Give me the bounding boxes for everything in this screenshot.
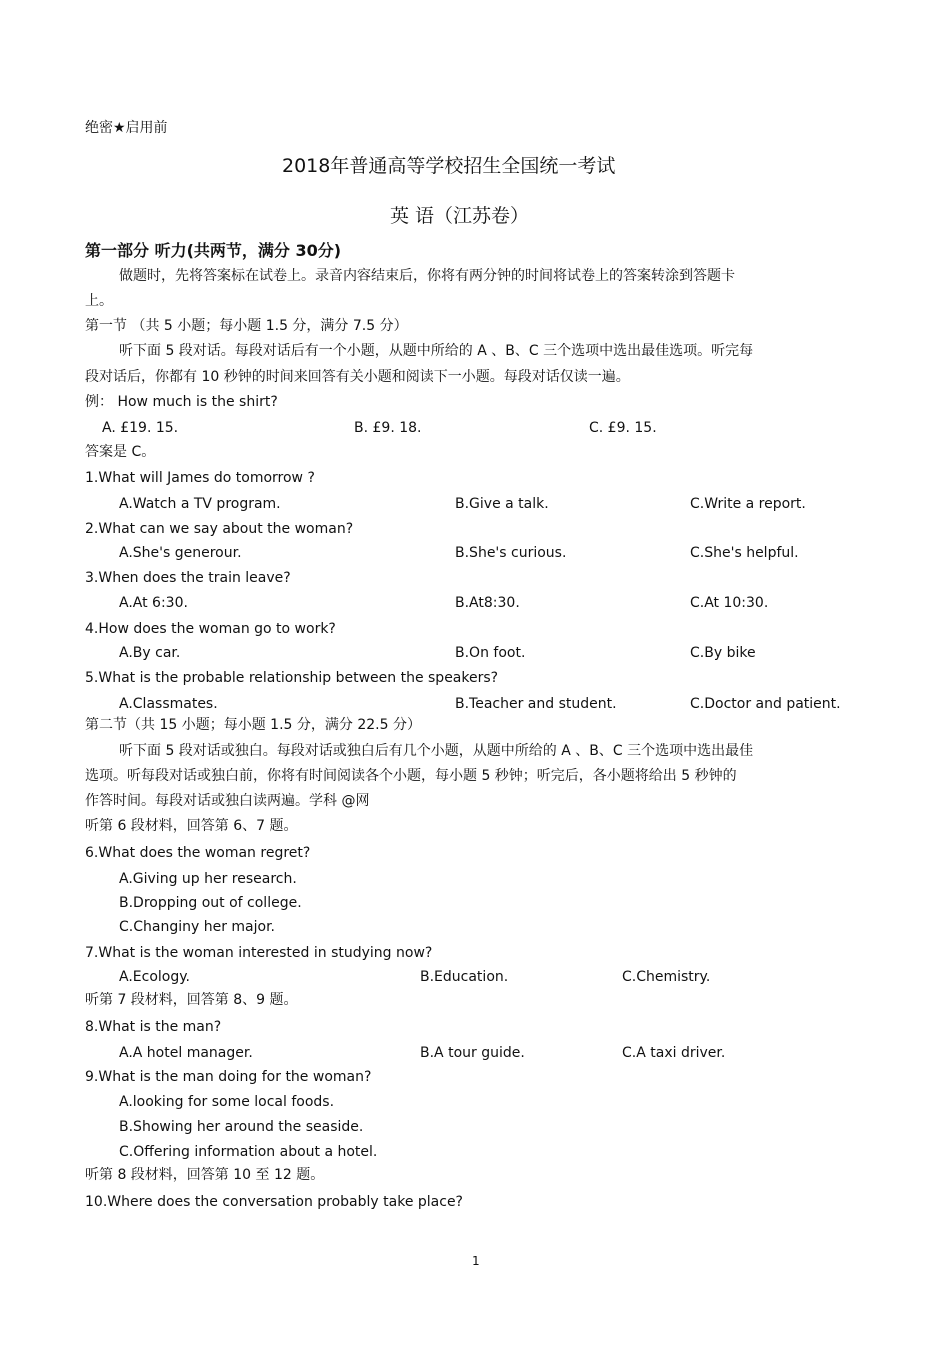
question-9-option-c: C.Offering information about a hotel.	[119, 1144, 378, 1160]
question-2-option-b: B.She's curious.	[455, 545, 567, 561]
material-7-heading: 听第 7 段材料，回答第 8、9 题。	[85, 992, 298, 1008]
example-question: 例： How much is the shirt?	[85, 394, 278, 410]
question-8: 8.What is the man?	[85, 1019, 222, 1035]
question-9: 9.What is the man doing for the woman?	[85, 1069, 372, 1085]
question-7-option-a: A.Ecology.	[119, 969, 190, 985]
section2-instruction-line3: 作答时间。每段对话或独白读两遍。学科 @网	[85, 793, 370, 809]
question-8-option-a: A.A hotel manager.	[119, 1045, 253, 1061]
section2-heading: 第二节（共 15 小题；每小题 1.5 分，满分 22.5 分）	[85, 717, 421, 733]
section1-instruction-line1: 听下面 5 段对话。每段对话后有一个小题，从题中所给的 A 、B、C 三个选项中选出最佳选项。听完每	[119, 343, 754, 359]
question-1-option-a: A.Watch a TV program.	[119, 496, 281, 512]
section1-heading: 第一节 （共 5 小题；每小题 1.5 分，满分 7.5 分）	[85, 318, 408, 334]
part1-instruction-line2: 上。	[85, 293, 113, 309]
question-1-option-c: C.Write a report.	[690, 496, 806, 512]
question-3-option-b: B.At8:30.	[455, 595, 520, 611]
example-answer: 答案是 C。	[85, 444, 156, 460]
question-4-option-c: C.By bike	[690, 645, 756, 661]
exam-title: 2018年普通高等学校招生全国统一考试	[282, 155, 616, 177]
question-6-option-c: C.Changiny her major.	[119, 919, 275, 935]
question-1-option-b: B.Give a talk.	[455, 496, 549, 512]
part1-instruction-line1: 做题时，先将答案标在试卷上。录音内容结束后，你将有两分钟的时间将试卷上的答案转涂到答题卡	[119, 268, 735, 284]
question-4: 4.How does the woman go to work?	[85, 621, 336, 637]
confidential-label: 绝密★启用前	[85, 120, 168, 136]
section2-instruction-line1: 听下面 5 段对话或独白。每段对话或独白后有几个小题，从题中所给的 A 、B、C 三个选项中选出最佳	[119, 743, 754, 759]
question-5-option-c: C.Doctor and patient.	[690, 696, 841, 712]
question-2: 2.What can we say about the woman?	[85, 521, 354, 537]
material-8-heading: 听第 8 段材料，回答第 10 至 12 题。	[85, 1167, 325, 1183]
question-7: 7.What is the woman interested in studying now?	[85, 945, 433, 961]
section1-instruction-line2: 段对话后，你都有 10 秒钟的时间来回答有关小题和阅读下一小题。每段对话仅读一遍。	[85, 369, 630, 385]
question-7-option-c: C.Chemistry.	[622, 969, 711, 985]
question-1: 1.What will James do tomorrow ?	[85, 470, 315, 486]
example-option-c: C. £9. 15.	[589, 420, 657, 436]
example-option-a: A. £19. 15.	[102, 420, 179, 436]
question-9-option-b: B.Showing her around the seaside.	[119, 1119, 364, 1135]
question-6-option-a: A.Giving up her research.	[119, 871, 297, 887]
question-3-option-a: A.At 6:30.	[119, 595, 188, 611]
question-7-option-b: B.Education.	[420, 969, 509, 985]
page-number: 1	[472, 1254, 480, 1268]
example-option-b: B. £9. 18.	[354, 420, 422, 436]
question-5-option-b: B.Teacher and student.	[455, 696, 617, 712]
exam-subtitle: 英 语（江苏卷）	[390, 205, 530, 227]
question-4-option-a: A.By car.	[119, 645, 181, 661]
question-5: 5.What is the probable relationship between the speakers?	[85, 670, 499, 686]
question-2-option-c: C.She's helpful.	[690, 545, 799, 561]
question-3-option-c: C.At 10:30.	[690, 595, 769, 611]
question-2-option-a: A.She's generour.	[119, 545, 242, 561]
question-10: 10.Where does the conversation probably take place?	[85, 1194, 463, 1210]
question-6-option-b: B.Dropping out of college.	[119, 895, 302, 911]
question-4-option-b: B.On foot.	[455, 645, 526, 661]
question-9-option-a: A.looking for some local foods.	[119, 1094, 335, 1110]
section2-instruction-line2: 选项。听每段对话或独白前，你将有时间阅读各个小题，每小题 5 秒钟；听完后，各小题将给出 5 秒钟的	[85, 768, 737, 784]
question-8-option-b: B.A tour guide.	[420, 1045, 525, 1061]
question-6: 6.What does the woman regret?	[85, 845, 311, 861]
part1-heading: 第一部分 听力(共两节，满分 30分)	[85, 241, 342, 260]
question-5-option-a: A.Classmates.	[119, 696, 218, 712]
question-8-option-c: C.A taxi driver.	[622, 1045, 726, 1061]
material-6-heading: 听第 6 段材料，回答第 6、7 题。	[85, 818, 298, 834]
question-3: 3.When does the train leave?	[85, 570, 291, 586]
